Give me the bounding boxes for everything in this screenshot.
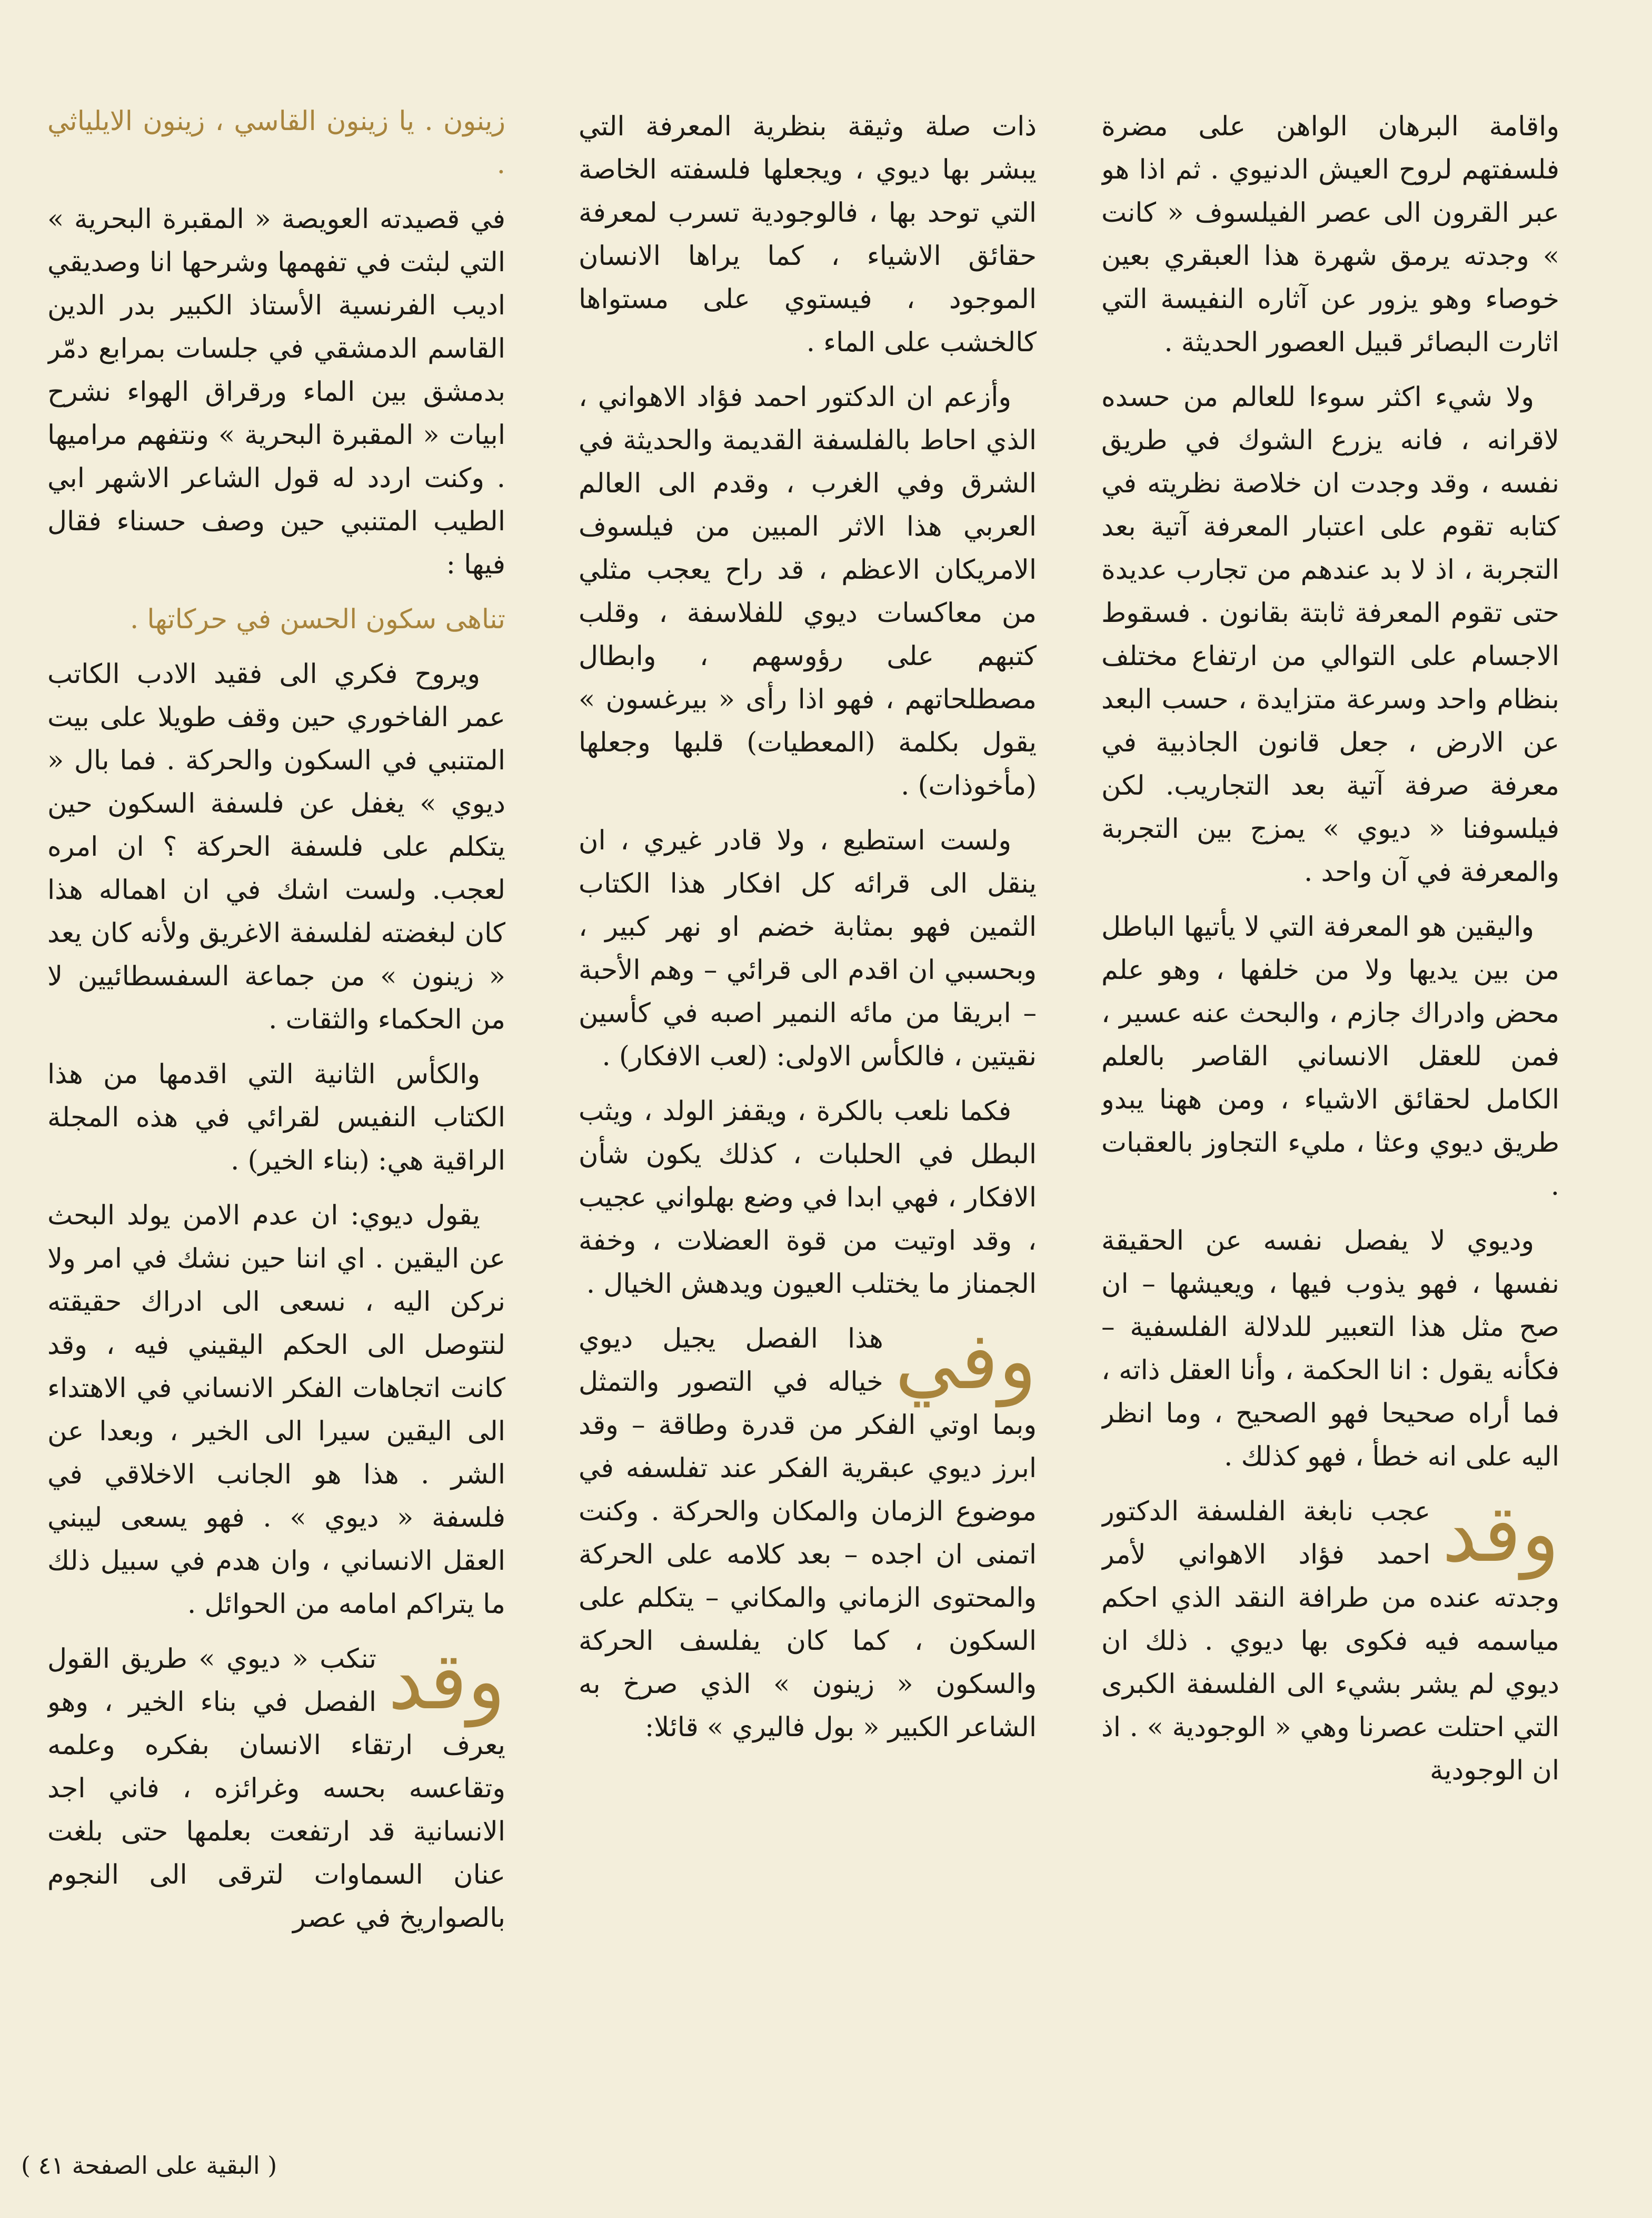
- paragraph: وديوي لا يفصل نفسه عن الحقيقة نفسها ، فهو يذوب فيها ، ويعيشها – ان صح مثل هذا التعبير للدلالة الفلسفية – فكأنه يقول : انا الحكمة ، وأنا العقل ذاته ، فما أراه صحيحا فهو الصحيح ، وما انظر اليه على انه خطأ ، فهو كذلك .: [1101, 1225, 1559, 1472]
- drop-initial-word: وقد: [1442, 1488, 1559, 1580]
- paragraph: ولست استطيع ، ولا قادر غيري ، ان ينقل الى قرائه كل افكار هذا الكتاب الثمين فهو بمثابة خضم او نهر كبير ، وبحسبي ان اقدم الى قرائي – وهم الأحبة – ابريقا من مائه النمير اصبه في كأسين نقيتين ، فالكأس الاولى: (لعب الافكار) .: [579, 825, 1037, 1072]
- paragraph: ذات صلة وثيقة بنظرية المعرفة التي يبشر بها ديوي ، ويجعلها فلسفته الخاصة التي توحد بها ، فالوجودية تسرب لمعرفة حقائق الاشياء ، كما يراها الانسان الموجود ، فيستوي على مستواها كالخشب على الماء .: [579, 111, 1037, 358]
- quoted-verse: زينون . يا زينون القاسي ، زينون الايلياثي .: [47, 106, 505, 180]
- article-column-middle: [579, 105, 1037, 2059]
- continuation-note: ( البقية على الصفحة ٤١ ): [21, 2151, 277, 2180]
- paragraph-text: عجب نابغة الفلسفة الدكتور احمد فؤاد الاهواني لأمر وجدته عنده من طرافة النقد الذي احكم مياسمه فيه فكوى بها ديوي . ذلك ان ديوي لم يشر بشيء الى الفلسفة الكبرى التي احتلت عصرنا وهي « الوجودية » . اذ ان الوجودية: [1101, 1496, 1559, 1786]
- paragraph: ويروح فكري الى فقيد الادب الكاتب عمر الفاخوري حين وقف طويلا على بيت المتنبي في السكون والحركة . فما بال « ديوي » يغفل عن فلسفة السكون حين يتكلم على فلسفة الحركة ؟ ان امره لعجب. ولست اشك في ان اهماله هذا كان لبغضته لفلسفة الاغريق ولأنه كان يعد « زينون » من جماعة السفسطائيين لا من الحكماء والثقات .: [47, 659, 505, 1035]
- drop-initial-word: وفي: [894, 1315, 1037, 1407]
- paragraph: يقول ديوي: ان عدم الامن يولد البحث عن اليقين . اي اننا حين نشك في امر ولا نركن اليه ، نسعى الى ادراك حقيقته لنتوصل الى الحكم اليقيني فيه ، وقد كانت اتجاهات الفكر الانساني في الاهتداء الى اليقين سيرا الى الخير ، وبعدا عن الشر . هذا هو الجانب الاخلاقي في فلسفة « ديوي » . فهو يسعى ليبني العقل الانساني ، وان هدم في سبيل ذلك ما يتراكم امامه من الحوائل .: [47, 1200, 505, 1620]
- paragraph: والكأس الثانية التي اقدمها من هذا الكتاب النفيس لقرائي في هذه المجلة الراقية هي: (بناء الخير) .: [47, 1059, 505, 1176]
- paragraph-with-drop-initial: [1101, 1490, 1559, 1793]
- article-column-right: [1101, 105, 1559, 2059]
- paragraph-text: هذا الفصل يجيل ديوي خياله في التصور والتمثل وبما اوتي الفكر من قدرة وطاقة – وقد ابرز ديوي عبقرية الفكر عند تفلسفه في موضوع الزمان والمكان والحركة . وكنت اتمنى ان اجده – بعد كلامه على الحركة والمحتوى الزماني والمكاني – يتكلم على السكون ، كما كان يفلسف الحركة والسكون « زينون » الذي صرخ به الشاعر الكبير « بول فاليري » قائلا:: [579, 1323, 1037, 1743]
- paragraph-with-drop-initial: [47, 1638, 505, 1940]
- article-column-left: [47, 105, 505, 2059]
- paragraph: واقامة البرهان الواهن على مضرة فلسفتهم لروح العيش الدنيوي . ثم اذا هو عبر القرون الى عصر الفيلسوف « كانت » وجدته يرمق شهرة هذا العبقري بعين خوصاء وهو يزور عن آثاره النفيسة التي اثارت البصائر قبيل العصور الحديثة .: [1101, 111, 1559, 358]
- drop-initial-word: وقد: [388, 1636, 505, 1727]
- paragraph: وأزعم ان الدكتور احمد فؤاد الاهواني ، الذي احاط بالفلسفة القديمة والحديثة في الشرق وفي الغرب ، وقدم الى العالم العربي هذا الاثر المبين من فيلسوف الامريكان الاعظم ، قد راح يعجب مثلي من معاكسات ديوي للفلاسفة ، وقلب كتبهم على رؤوسهم ، وابطال مصطلحاتهم ، فهو اذا رأى « بيرغسون » يقول بكلمة (المعطيات) قلبها وجعلها (مأخوذات) .: [579, 382, 1037, 801]
- paragraph-text: تنكب « ديوي » طريق القول الفصل في بناء الخير ، وهو يعرف ارتقاء الانسان بفكره وعلمه وتقاعسه بحسه وغرائزه ، فاني اجد الانسانية قد ارتفعت بعلمها حتى بلغت عنان السماوات لترقى الى النجوم بالصواريخ في عصر: [47, 1643, 505, 1934]
- paragraph-with-drop-initial: [579, 1315, 1037, 1749]
- paragraph: فكما نلعب بالكرة ، ويقفز الولد ، ويثب البطل في الحلبات ، كذلك يكون شأن الافكار ، فهي ابدا في وضع بهلواني عجيب ، وقد اوتيت من قوة العضلات ، وخفة الجمناز ما يختلب العيون ويدهش الخيال .: [579, 1096, 1037, 1300]
- paragraph: ولا شيء اكثر سوءا للعالم من حسده لاقرانه ، فانه يزرع الشوك في طريق نفسه ، وقد وجدت ان خلاصة نظريته في كتابه تقوم على اعتبار المعرفة آتية بعد التجربة ، اذ لا بد عندهم من تجارب عديدة حتى تقوم المعرفة ثابتة بقانون . فسقوط الاجسام على التوالي من ارتفاع مختلف بنظام واحد وسرعة متزايدة ، حسب البعد عن الارض ، جعل قانون الجاذبية في معرفة صرفة آتية بعد التجاريب. لكن فيلسوفنا « ديوي » يمزج بين التجربة والمعرفة في آن واحد .: [1101, 382, 1559, 888]
- paragraph: واليقين هو المعرفة التي لا يأتيها الباطل من بين يديها ولا من خلفها ، وهو علم محض وادراك جازم ، والبحث عنه عسير ، فمن للعقل الانساني القاصر بالعلم الكامل لحقائق الاشياء ، ومن ههنا يبدو طريق ديوي وعثا ، مليء التجاوز بالعقبات .: [1101, 912, 1559, 1202]
- quoted-verse: تناهى سكون الحسن في حركاتها .: [130, 604, 505, 635]
- paragraph: في قصيدته العويصة « المقبرة البحرية » التي لبثت في تفهمها وشرحها انا وصديقي اديب الفرنسية الأستاذ الكبير بدر الدين القاسم الدمشقي في جلسات بمرابع دمّر بدمشق بين الماء ورقراق الهواء نشرح ابيات « المقبرة البحرية » ونتفهم مراميها . وكنت اردد له قول الشاعر الاشهر ابي الطيب المتنبي حين وصف حسناء فقال فيها :: [47, 204, 505, 580]
